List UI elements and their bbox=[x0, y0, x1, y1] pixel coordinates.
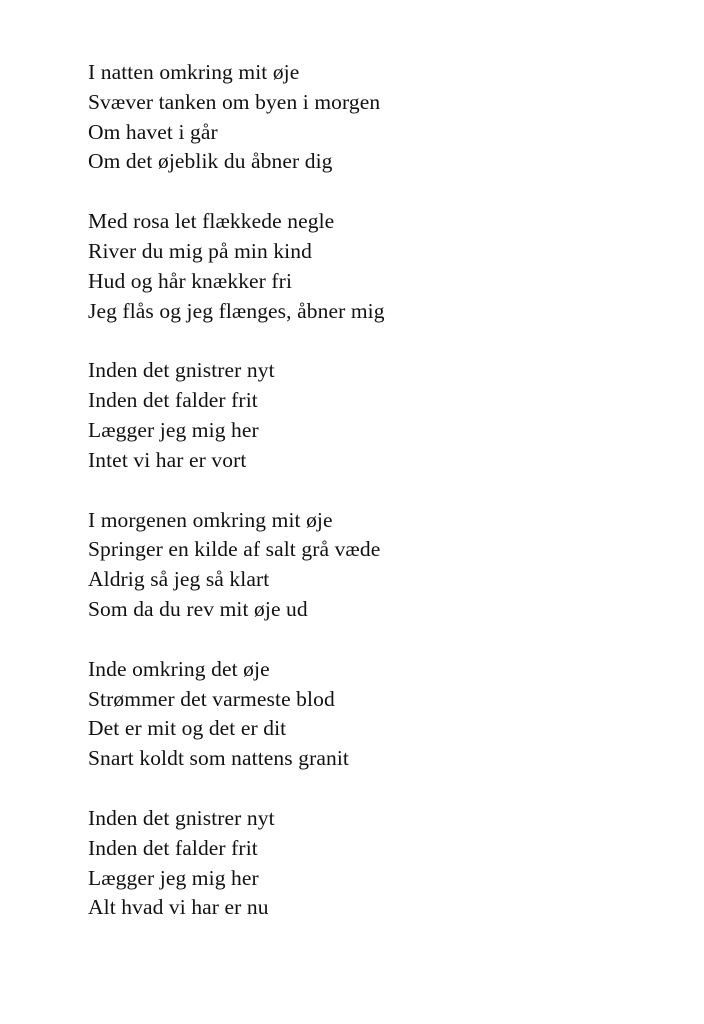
stanza-5 bbox=[88, 655, 648, 774]
poem-line: River du mig på min kind bbox=[88, 238, 312, 263]
poem-line: Strømmer det varmeste blod bbox=[88, 686, 335, 711]
poem-line: Inden det falder frit bbox=[88, 835, 258, 860]
poem-line: Aldrig så jeg så klart bbox=[88, 567, 270, 592]
poem-line: I natten omkring mit øje bbox=[88, 60, 300, 84]
poem-line: I morgenen omkring mit øje bbox=[88, 507, 333, 532]
poem-line: Springer en kilde af salt grå væde bbox=[88, 537, 381, 562]
poem-line: Som da du rev mit øje ud bbox=[88, 596, 308, 621]
poem-line: Om det øjeblik du åbner dig bbox=[88, 149, 333, 174]
poem-line: Jeg flås og jeg flænges, åbner mig bbox=[88, 298, 385, 323]
stanza-6 bbox=[88, 804, 648, 923]
poem-line: Hud og hår knækker fri bbox=[88, 268, 293, 293]
poem-line: Inden det gnistrer nyt bbox=[88, 358, 275, 383]
poem-line: Lægger jeg mig her bbox=[88, 417, 259, 442]
poem-line: Inden det gnistrer nyt bbox=[88, 805, 275, 830]
poem-line: Lægger jeg mig her bbox=[88, 865, 259, 890]
stanza-2 bbox=[88, 207, 648, 326]
poem-line: Det er mit og det er dit bbox=[88, 716, 287, 741]
stanza-3 bbox=[88, 356, 648, 475]
poem-line: Alt hvad vi har er nu bbox=[88, 895, 269, 920]
stanza-4 bbox=[88, 506, 648, 625]
poem-line: Inde omkring det øje bbox=[88, 656, 270, 681]
poem-line: Om havet i går bbox=[88, 119, 218, 144]
stanza-1 bbox=[88, 58, 648, 177]
poem-line: Intet vi har er vort bbox=[88, 447, 247, 472]
poem-body bbox=[88, 58, 648, 953]
poem-line: Svæver tanken om byen i morgen bbox=[88, 89, 381, 114]
poem-line: Med rosa let flækkede negle bbox=[88, 209, 335, 234]
poem-line: Inden det falder frit bbox=[88, 388, 258, 413]
poem-line: Snart koldt som nattens granit bbox=[88, 746, 349, 771]
